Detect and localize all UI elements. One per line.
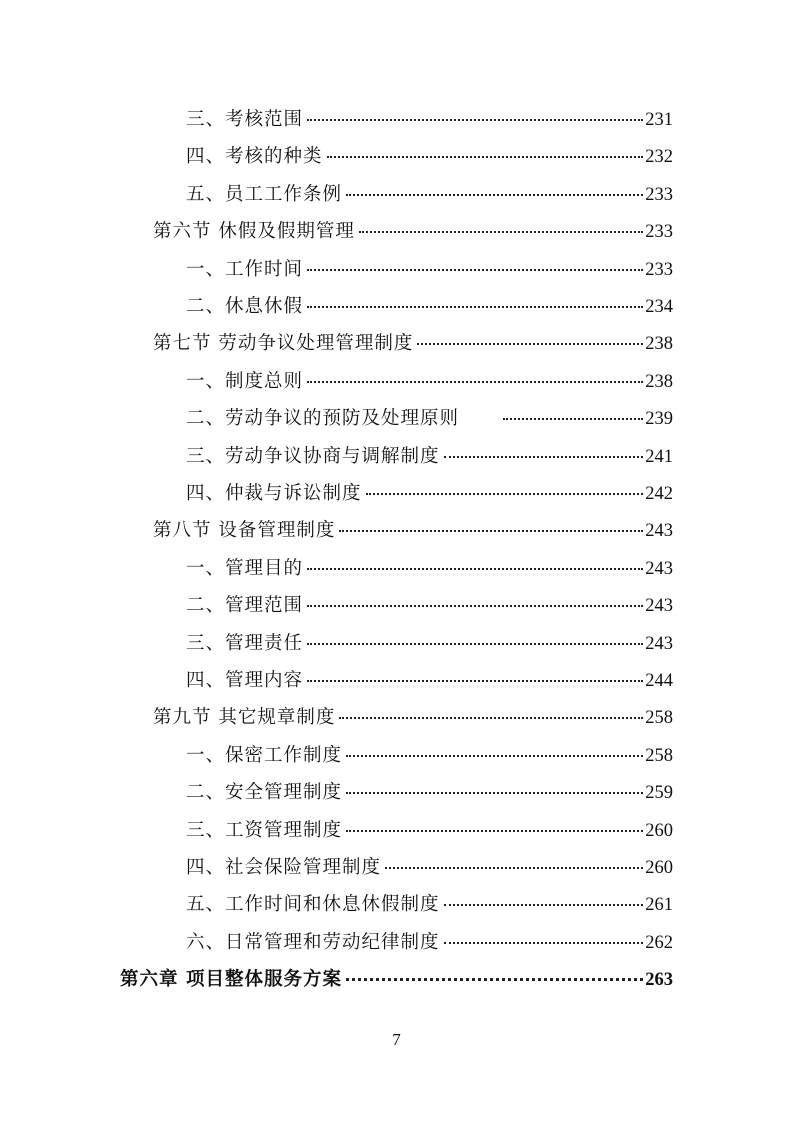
toc-entry-page: 244 <box>645 671 673 691</box>
toc-entry[interactable] <box>186 890 673 920</box>
dot-leader <box>385 867 643 869</box>
toc-entry-label: 一、制度总则 <box>186 371 304 392</box>
toc-entry-page: 233 <box>645 260 673 280</box>
dot-leader <box>307 119 643 121</box>
toc-entry[interactable] <box>186 255 673 285</box>
toc-entry-page: 233 <box>645 185 673 205</box>
toc-entry-label: 二、管理范围 <box>186 595 304 616</box>
toc-entry[interactable] <box>186 778 673 808</box>
toc-entry-label: 一、管理目的 <box>186 558 304 579</box>
dot-leader <box>359 231 643 233</box>
dot-leader <box>327 156 644 158</box>
toc-entry-label: 六、日常管理和劳动纪律制度 <box>186 932 440 953</box>
toc-entry-page: 239 <box>645 409 673 429</box>
dot-leader <box>503 418 643 420</box>
toc-entry-label: 三、工资管理制度 <box>186 820 343 841</box>
dot-leader <box>307 605 643 607</box>
toc-entry-page: 261 <box>645 895 673 915</box>
toc-entry-label: 五、员工工作条例 <box>186 184 343 205</box>
dot-leader <box>346 792 643 794</box>
dot-leader <box>444 904 644 906</box>
toc-entry[interactable] <box>153 516 673 546</box>
toc-entry-page: 259 <box>645 783 673 803</box>
toc-entry-label: 第九节 其它规章制度 <box>153 707 336 728</box>
dot-leader <box>307 680 643 682</box>
toc-entry[interactable] <box>186 816 673 846</box>
toc-entry[interactable] <box>186 928 673 958</box>
dot-leader <box>339 530 643 532</box>
toc-entry-label: 四、管理内容 <box>186 670 304 691</box>
toc-entry[interactable] <box>186 105 673 135</box>
toc-entry[interactable] <box>186 367 673 397</box>
dot-leader <box>444 942 644 944</box>
toc-entry-label: 一、保密工作制度 <box>186 745 343 766</box>
toc-entry-page: 242 <box>645 484 673 504</box>
toc-entry[interactable] <box>186 442 673 472</box>
toc-entry[interactable] <box>186 853 673 883</box>
toc-entry[interactable] <box>186 404 673 434</box>
dot-leader <box>339 717 643 719</box>
page-number: 7 <box>392 1030 401 1049</box>
toc-entry-page: 260 <box>645 858 673 878</box>
toc-entry-page: 258 <box>645 746 673 766</box>
toc-entry-page: 263 <box>645 970 673 990</box>
toc-entry-label: 第六章 项目整体服务方案 <box>120 969 342 990</box>
toc-entry[interactable] <box>186 591 673 621</box>
toc-entry[interactable] <box>153 703 673 733</box>
dot-leader <box>346 830 643 832</box>
dot-leader <box>417 343 643 345</box>
toc-entry-label: 第六节 休假及假期管理 <box>153 221 355 242</box>
toc-entry-label: 三、考核范围 <box>186 109 304 130</box>
toc-entry-label: 五、工作时间和休息休假制度 <box>186 894 440 915</box>
dot-leader <box>366 493 644 495</box>
toc-entry-page: 262 <box>645 933 673 953</box>
toc-entry-label: 二、安全管理制度 <box>186 782 343 803</box>
toc-entry[interactable] <box>153 217 673 247</box>
toc-entry[interactable] <box>120 965 673 995</box>
toc-entry[interactable] <box>186 629 673 659</box>
toc-entry[interactable] <box>186 554 673 584</box>
toc-entry-page: 234 <box>645 297 673 317</box>
dot-leader <box>346 755 643 757</box>
toc-entry[interactable] <box>186 741 673 771</box>
toc-entry[interactable] <box>186 180 673 210</box>
dot-leader <box>346 978 643 981</box>
toc-entry-label: 四、考核的种类 <box>186 146 323 167</box>
toc-entry-label: 第七节 劳动争议处理管理制度 <box>153 333 414 354</box>
toc-entry[interactable] <box>186 142 673 172</box>
toc-entry[interactable] <box>186 292 673 322</box>
toc-entry-page: 243 <box>645 559 673 579</box>
toc-entry[interactable] <box>153 329 673 359</box>
toc-entry-page: 243 <box>645 596 673 616</box>
toc-entry-page: 241 <box>645 447 673 467</box>
toc-entry-page: 231 <box>645 110 673 130</box>
toc-entry-label: 一、工作时间 <box>186 259 304 280</box>
toc-entry[interactable] <box>186 479 673 509</box>
toc-entry-label: 四、社会保险管理制度 <box>186 857 382 878</box>
toc-entry-label: 四、仲裁与诉讼制度 <box>186 483 362 504</box>
toc-entry-label: 三、劳动争议协商与调解制度 <box>186 446 440 467</box>
toc-entry[interactable] <box>186 666 673 696</box>
toc-entry-label: 三、管理责任 <box>186 633 304 654</box>
toc-entry-label: 第八节 设备管理制度 <box>153 520 336 541</box>
toc-entry-page: 260 <box>645 821 673 841</box>
toc-entry-label: 二、休息休假 <box>186 296 304 317</box>
toc-entry-page: 232 <box>645 147 673 167</box>
dot-leader <box>346 194 643 196</box>
toc-entry-page: 238 <box>645 334 673 354</box>
dot-leader <box>307 269 643 271</box>
toc-entry-page: 233 <box>645 222 673 242</box>
toc-entry-page: 238 <box>645 372 673 392</box>
toc-entry-page: 258 <box>645 708 673 728</box>
toc-entry-label: 二、劳动争议的预防及处理原则 <box>186 408 460 429</box>
dot-leader <box>307 568 643 570</box>
dot-leader <box>307 306 643 308</box>
dot-leader <box>307 381 643 383</box>
dot-leader <box>444 456 644 458</box>
dot-leader <box>307 643 643 645</box>
toc-entry-page: 243 <box>645 634 673 654</box>
toc-entry-page: 243 <box>645 521 673 541</box>
